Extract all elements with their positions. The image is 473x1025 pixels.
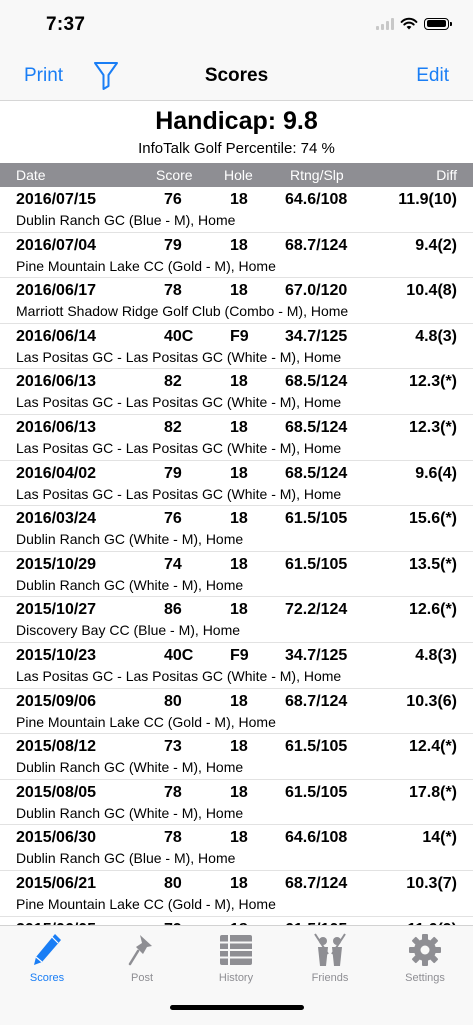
score-row[interactable]	[0, 369, 473, 415]
round-course: Las Positas GC - Las Positas GC (White - M), Home	[16, 667, 342, 684]
cellular-signal-icon	[376, 18, 394, 30]
round-course: Dublin Ranch GC (White - M), Home	[16, 804, 244, 821]
round-rating-slope: 61.5/105	[285, 738, 348, 756]
tab-scores[interactable]	[7, 932, 87, 984]
round-holes: 18	[230, 236, 248, 254]
score-row[interactable]	[0, 187, 473, 233]
round-course: Dublin Ranch GC (White - M), Home	[16, 759, 244, 776]
round-rating-slope: 67.0/120	[285, 282, 348, 300]
round-score: 73	[164, 738, 182, 756]
round-differential: 10.3(6)	[406, 692, 457, 710]
round-differential: 17.8(*)	[408, 783, 457, 801]
edit-button[interactable]: Edit	[416, 65, 449, 86]
round-score: 40C	[164, 327, 194, 345]
round-rating-slope: 61.5/105	[285, 555, 348, 573]
page-title: Scores	[204, 65, 269, 86]
round-course: Marriott Shadow Ridge Golf Club (Combo - M), Home	[16, 303, 349, 320]
round-date: 2015/08/12	[16, 738, 97, 756]
round-holes: 18	[230, 191, 248, 208]
round-date: 2016/07/04	[16, 236, 97, 254]
round-differential: 11.9(10)	[398, 191, 457, 208]
round-course: Pine Mountain Lake CC (Gold - M), Home	[16, 895, 276, 912]
round-course: Dublin Ranch GC (Blue - M), Home	[16, 212, 236, 228]
score-row[interactable]	[0, 825, 473, 871]
column-hole: Hole	[224, 167, 253, 183]
round-rating-slope: 34.7/125	[285, 327, 348, 345]
tab-label: Scores	[29, 972, 65, 984]
round-score: 80	[164, 874, 182, 892]
score-row[interactable]	[0, 552, 473, 598]
round-score: 74	[164, 555, 182, 573]
scores-list[interactable]	[0, 187, 473, 925]
round-holes: 18	[230, 783, 248, 801]
round-course: Las Positas GC - Las Positas GC (White - M), Home	[16, 485, 342, 502]
round-course: Dublin Ranch GC (Blue - M), Home	[16, 850, 236, 867]
navigation-bar	[0, 52, 473, 101]
round-differential: 13.5(*)	[408, 555, 457, 573]
score-row[interactable]	[0, 689, 473, 735]
handicap-summary	[0, 101, 473, 163]
round-date: 2016/06/14	[16, 327, 97, 345]
score-row[interactable]	[0, 643, 473, 689]
score-row[interactable]	[0, 278, 473, 324]
score-row[interactable]	[0, 780, 473, 826]
home-indicator	[170, 1005, 304, 1010]
round-date: 2015/08/05	[16, 783, 97, 801]
round-date: 2016/06/17	[16, 282, 97, 300]
round-holes: 18	[230, 418, 248, 436]
column-header	[0, 163, 473, 187]
tab-history[interactable]	[196, 932, 276, 984]
tab-post[interactable]	[102, 932, 182, 984]
round-course: Pine Mountain Lake CC (Gold - M), Home	[16, 713, 276, 730]
round-course: Discovery Bay CC (Blue - M), Home	[16, 622, 241, 639]
round-differential: 12.3(*)	[408, 373, 457, 391]
round-rating-slope: 68.5/124	[285, 464, 348, 482]
round-date: 2016/03/24	[16, 510, 97, 528]
tab-bar	[0, 925, 473, 1025]
round-holes: 18	[230, 738, 248, 756]
round-date: 2015/09/06	[16, 692, 97, 710]
round-date: 2015/10/27	[16, 601, 97, 619]
round-date: 2015/06/21	[16, 874, 97, 892]
tab-label: History	[218, 972, 254, 984]
round-score: 76	[164, 510, 182, 528]
round-differential: 9.4(2)	[415, 236, 457, 254]
pencil-icon	[31, 932, 63, 968]
round-rating-slope: 64.6/108	[285, 829, 348, 847]
score-row[interactable]	[0, 324, 473, 370]
pushpin-icon	[126, 932, 158, 968]
wifi-icon	[400, 17, 418, 30]
filter-icon[interactable]	[93, 61, 119, 91]
status-time: 7:37	[46, 14, 86, 35]
handicap-value: Handicap: 9.8	[155, 107, 318, 135]
round-score: 40C	[164, 646, 194, 664]
round-differential: 4.8(3)	[415, 327, 457, 345]
round-holes: F9	[230, 327, 249, 345]
round-holes: 18	[230, 555, 248, 573]
score-row[interactable]	[0, 506, 473, 552]
round-differential: 15.6(*)	[408, 510, 457, 528]
tab-settings[interactable]	[385, 932, 465, 984]
round-score: 86	[164, 601, 182, 619]
round-holes: 18	[230, 874, 248, 892]
round-rating-slope: 34.7/125	[285, 646, 348, 664]
round-score: 82	[164, 373, 182, 391]
score-row[interactable]	[0, 871, 473, 917]
round-score: 82	[164, 418, 182, 436]
round-rating-slope: 68.5/124	[285, 373, 348, 391]
list-icon	[219, 932, 253, 968]
round-date: 2015/06/30	[16, 829, 97, 847]
round-holes: 18	[230, 601, 248, 619]
score-row[interactable]	[0, 461, 473, 507]
round-date: 2016/04/02	[16, 464, 97, 482]
column-date: Date	[16, 167, 46, 183]
battery-icon	[424, 18, 449, 30]
score-row[interactable]	[0, 233, 473, 279]
round-rating-slope: 68.5/124	[285, 418, 348, 436]
round-holes: 18	[230, 464, 248, 482]
round-date: 2016/06/13	[16, 373, 97, 391]
tab-label: Friends	[311, 972, 349, 984]
round-differential: 10.4(8)	[406, 282, 457, 300]
round-score: 80	[164, 692, 182, 710]
round-differential: 12.6(*)	[408, 601, 457, 619]
column-rating: Rtng/Slp	[290, 167, 344, 183]
round-course: Dublin Ranch GC (White - M), Home	[16, 576, 244, 593]
round-rating-slope: 64.6/108	[285, 191, 348, 208]
round-date: 2016/06/13	[16, 418, 97, 436]
round-differential: 12.3(*)	[408, 418, 457, 436]
round-course: Dublin Ranch GC (White - M), Home	[16, 531, 244, 548]
percentile-text: InfoTalk Golf Percentile: 74 %	[138, 140, 335, 157]
friends-icon	[312, 932, 348, 968]
gear-icon	[408, 932, 442, 968]
score-row[interactable]	[0, 597, 473, 643]
round-score: 78	[164, 282, 182, 300]
round-differential: 14(*)	[422, 829, 457, 847]
round-differential: 9.6(4)	[415, 464, 457, 482]
round-holes: 18	[230, 829, 248, 847]
tab-label: Post	[130, 972, 153, 984]
round-score: 76	[164, 191, 182, 208]
round-holes: F9	[230, 646, 249, 664]
status-icons	[376, 17, 449, 30]
round-score: 79	[164, 236, 182, 254]
column-score: Score	[156, 167, 193, 183]
column-diff: Diff	[436, 167, 457, 183]
round-course: Las Positas GC - Las Positas GC (White - M), Home	[16, 394, 342, 411]
round-date: 2015/10/29	[16, 555, 97, 573]
round-holes: 18	[230, 692, 248, 710]
tab-label: Settings	[405, 972, 445, 984]
round-rating-slope: 61.5/105	[285, 783, 348, 801]
round-differential: 12.4(*)	[408, 738, 457, 756]
round-rating-slope: 68.7/124	[285, 692, 348, 710]
round-course: Las Positas GC - Las Positas GC (White - M), Home	[16, 439, 342, 456]
round-holes: 18	[230, 373, 248, 391]
round-course: Las Positas GC - Las Positas GC (White - M), Home	[16, 348, 342, 365]
round-score: 78	[164, 829, 182, 847]
round-holes: 18	[230, 282, 248, 300]
round-rating-slope: 72.2/124	[285, 601, 348, 619]
print-button[interactable]: Print	[24, 65, 64, 86]
round-score: 79	[164, 464, 182, 482]
round-differential: 4.8(3)	[415, 646, 457, 664]
score-row[interactable]	[0, 734, 473, 780]
tab-friends[interactable]	[290, 932, 370, 984]
round-course: Pine Mountain Lake CC (Gold - M), Home	[16, 257, 276, 274]
round-score: 78	[164, 783, 182, 801]
round-differential: 10.3(7)	[406, 874, 457, 892]
round-rating-slope: 68.7/124	[285, 874, 348, 892]
round-holes: 18	[230, 510, 248, 528]
round-rating-slope: 68.7/124	[285, 236, 348, 254]
round-rating-slope: 61.5/105	[285, 510, 348, 528]
round-date: 2015/10/23	[16, 646, 97, 664]
status-bar	[0, 0, 473, 52]
score-row[interactable]	[0, 415, 473, 461]
round-date: 2016/07/15	[16, 191, 97, 208]
